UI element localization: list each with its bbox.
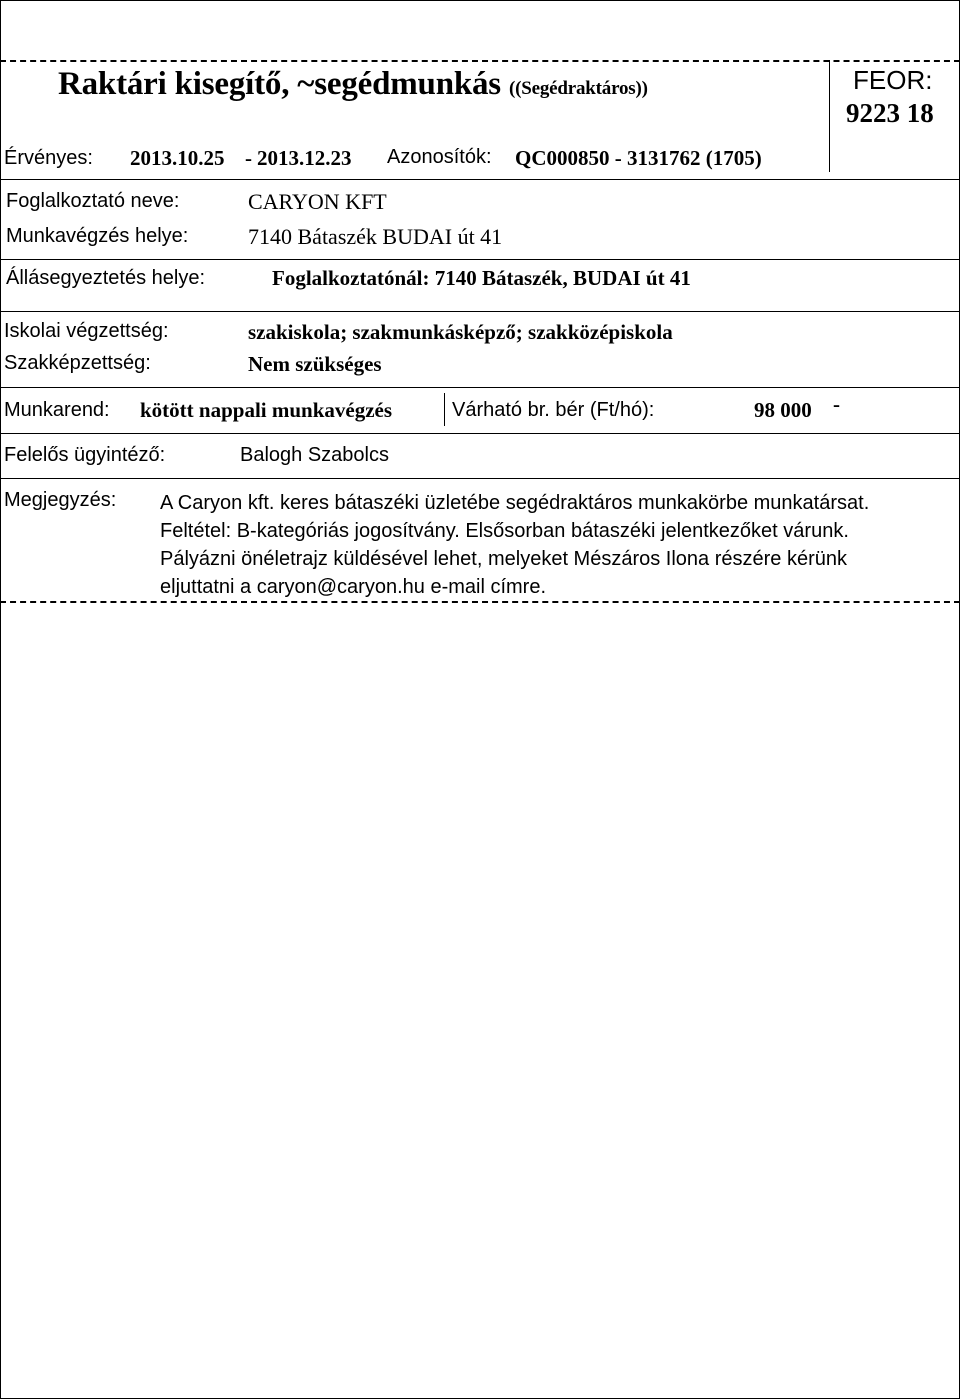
remarks-line: eljuttatni a caryon@caryon.hu e-mail címre. bbox=[160, 576, 547, 598]
feor-divider bbox=[829, 60, 830, 172]
feor-code: 9223 18 bbox=[846, 98, 934, 128]
divider-2 bbox=[0, 259, 960, 260]
schedule-value: kötött nappali munkavégzés bbox=[140, 398, 393, 422]
remarks-text bbox=[160, 489, 869, 601]
workplace-label: Munkavégzés helye: bbox=[6, 225, 189, 247]
validity-to: 2013.12.23 bbox=[257, 146, 352, 170]
qualification-label: Szakképzettség: bbox=[4, 352, 151, 374]
validity-separator: - bbox=[245, 146, 252, 170]
remarks-label: Megjegyzés: bbox=[4, 489, 117, 511]
divider-5 bbox=[0, 433, 960, 434]
school-label: Iskolai végzettség: bbox=[4, 320, 169, 342]
contact-value: Balogh Szabolcs bbox=[240, 444, 389, 466]
job-title-sub: ((Segédraktáros)) bbox=[509, 78, 648, 99]
job-title bbox=[58, 66, 648, 103]
identifier-value: QC000850 - 3131762 (1705) bbox=[515, 146, 762, 170]
schedule-divider bbox=[444, 393, 445, 426]
remarks-line: Pályázni önéletrajz küldésével lehet, melyeket Mészáros Ilona részére kérünk bbox=[160, 548, 848, 570]
divider-3 bbox=[0, 311, 960, 312]
employer-name-value: CARYON KFT bbox=[248, 189, 387, 214]
remarks-line: A Caryon kft. keres bátaszéki üzletébe segédraktáros munkakörbe munkatársat. bbox=[160, 492, 870, 514]
identifier-label: Azonosítók: bbox=[387, 146, 492, 168]
divider-6 bbox=[0, 478, 960, 479]
interview-value: Foglalkoztatónál: 7140 Bátaszék, BUDAI út 41 bbox=[272, 266, 691, 290]
school-value: szakiskola; szakmunkásképző; szakközépiskola bbox=[248, 320, 673, 344]
wage-value: 98 000 bbox=[754, 398, 812, 422]
workplace-value: 7140 Bátaszék BUDAI út 41 bbox=[248, 224, 503, 249]
validity-from: 2013.10.25 bbox=[130, 146, 225, 170]
schedule-label: Munkarend: bbox=[4, 399, 110, 421]
employer-name-label: Foglalkoztató neve: bbox=[6, 190, 180, 212]
validity-label: Érvényes: bbox=[4, 147, 93, 169]
remarks-line: Feltétel: B-kategóriás jogosítvány. Elsősorban bátaszéki jelentkezőket várunk. bbox=[160, 520, 849, 542]
bottom-dashed-line bbox=[0, 601, 960, 603]
top-dashed-line bbox=[0, 60, 960, 62]
contact-label: Felelős ügyintéző: bbox=[4, 444, 166, 466]
wage-dash: - bbox=[833, 392, 840, 416]
qualification-value: Nem szükséges bbox=[248, 352, 382, 376]
divider-1 bbox=[0, 179, 960, 180]
feor-label: FEOR: bbox=[853, 65, 933, 95]
interview-label: Állásegyeztetés helye: bbox=[6, 267, 206, 289]
job-title-main: Raktári kisegítő, ~segédmunkás bbox=[58, 66, 501, 102]
wage-label: Várható br. bér (Ft/hó): bbox=[452, 399, 655, 421]
divider-4 bbox=[0, 387, 960, 388]
